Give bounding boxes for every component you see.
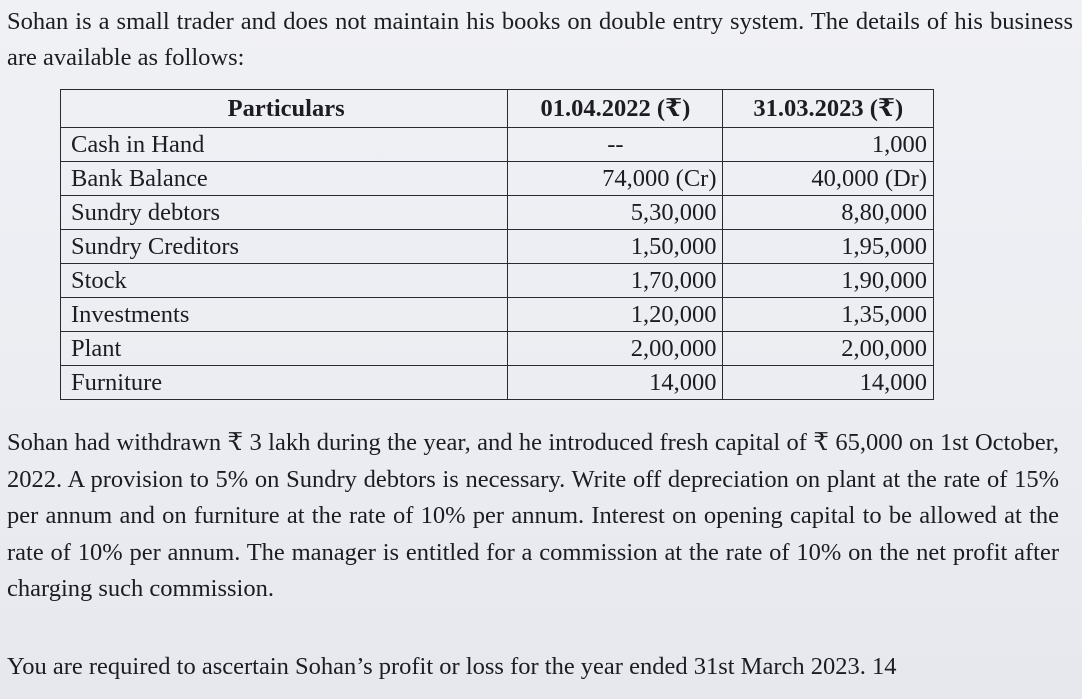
table-header [61, 90, 934, 128]
row-particular: Bank Balance [61, 162, 508, 196]
row-opening-value: 1,50,000 [508, 230, 723, 264]
row-closing-value: 1,90,000 [723, 264, 934, 298]
table-row [61, 230, 934, 264]
table-row [61, 366, 934, 400]
row-opening-value: 1,70,000 [508, 264, 723, 298]
row-closing-value: 2,00,000 [723, 332, 934, 366]
table-body [61, 128, 934, 400]
row-particular: Furniture [61, 366, 508, 400]
row-opening-value: 14,000 [508, 366, 723, 400]
row-particular: Cash in Hand [61, 128, 508, 162]
intro-paragraph: Sohan is a small trader and does not maintain his books on double entry system. The details of his business are available as follows: [7, 8, 1073, 71]
header-opening-date: 01.04.2022 (₹) [508, 90, 723, 128]
table-row [61, 298, 934, 332]
header-particulars: Particulars [61, 90, 508, 128]
row-closing-value: 14,000 [723, 366, 934, 400]
row-closing-value: 8,80,000 [723, 196, 934, 230]
row-closing-value: 40,000 (Dr) [723, 162, 934, 196]
table-row [61, 264, 934, 298]
header-closing-date: 31.03.2023 (₹) [723, 90, 934, 128]
requirement-paragraph: You are required to ascertain Sohan’s profit or loss for the year ended 31st March 2023. 14 [7, 653, 897, 680]
row-particular: Plant [61, 332, 508, 366]
table-row [61, 128, 934, 162]
row-particular: Stock [61, 264, 508, 298]
table-row [61, 162, 934, 196]
row-opening-value: 5,30,000 [508, 196, 723, 230]
header-row [61, 90, 934, 128]
conditions-paragraph: Sohan had withdrawn ₹ 3 lakh during the year, and he introduced fresh capital of ₹ 65,000 on 1st October, 2022. A provision to 5% on Sundry debtors is necessary. Write off depreciation on plant at the rate of 15% per annum and on furniture at the rate of 10% per annum. Interest on opening capital to be allowed at the rate of 10% per annum. The manager is entitled for a commission at the rate of 10% on the net profit after charging such commission. [7, 429, 1059, 602]
row-opening-value: 2,00,000 [508, 332, 723, 366]
table-row [61, 332, 934, 366]
row-particular: Sundry debtors [61, 196, 508, 230]
row-closing-value: 1,000 [723, 128, 934, 162]
row-particular: Sundry Creditors [61, 230, 508, 264]
row-opening-value: 74,000 (Cr) [508, 162, 723, 196]
row-closing-value: 1,95,000 [723, 230, 934, 264]
row-closing-value: 1,35,000 [723, 298, 934, 332]
row-opening-value: -- [508, 128, 723, 162]
table-row [61, 196, 934, 230]
row-opening-value: 1,20,000 [508, 298, 723, 332]
row-particular: Investments [61, 298, 508, 332]
business-details-table [60, 89, 934, 400]
